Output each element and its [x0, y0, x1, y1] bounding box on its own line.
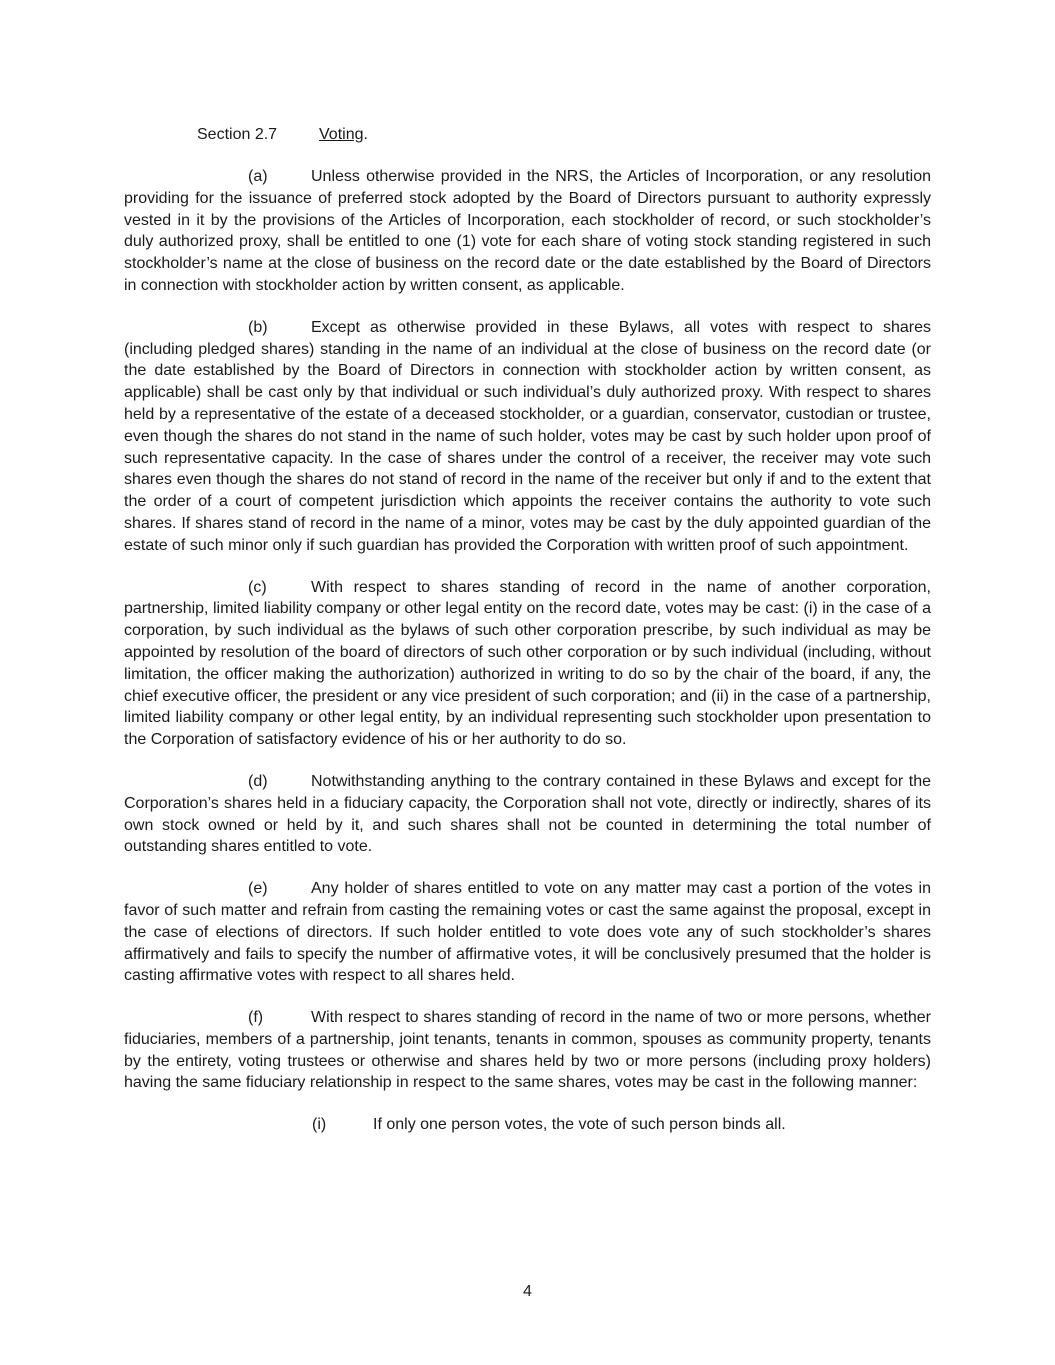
paragraph-text: Unless otherwise provided in the NRS, the Articles of Incorporation, or any resolution providing for the issuance of preferred stock adopted by the Board of Directors pursuant to authority expressly vested in it by the provisions of the Articles of Incorporation, each stockholder of record, or such stockholder’s duly authorized proxy, shall be entitled to one (1) vote for each share of voting stock standing registered in such stockholder’s name at the close of business on the record date or the date established by the Board of Directors in connection with stockholder action by written consent, as applicable. [124, 168, 931, 294]
paragraph-label: (c) [248, 578, 267, 596]
subparagraph-text: If only one person votes, the vote of such person binds all. [373, 1116, 786, 1134]
paragraph-text: Notwithstanding anything to the contrary contained in these Bylaws and except for the Corporation’s shares held in a fiduciary capacity, the Corporation shall not vote, directly or indirectly, shares of its own stock owned or held by it, and such shares shall not be counted in determining the total number of outstanding shares entitled to vote. [124, 772, 931, 856]
paragraph-b [124, 317, 931, 557]
paragraph-label: (d) [248, 772, 268, 790]
paragraph-c [124, 577, 931, 751]
paragraph-label: (b) [248, 318, 268, 336]
section-heading [197, 124, 931, 146]
paragraph-label: (f) [248, 1009, 264, 1027]
page-number: 4 [523, 1283, 532, 1300]
subparagraph-i [312, 1114, 931, 1136]
subparagraph-label: (i) [312, 1116, 327, 1134]
section-number: Section 2.7 [197, 126, 278, 143]
paragraph-text: Any holder of shares entitled to vote on any matter may cast a portion of the votes in favor of such matter and refrain from casting the remaining votes or cast the same against the proposal, except in the case of elections of directors. If such holder entitled to vote does vote any of such stockholder’s shares affirmatively and fails to specify the number of affirmative votes, it will be conclusively presumed that the holder is casting affirmative votes with respect to all shares held. [124, 880, 931, 985]
paragraph-text: Except as otherwise provided in these Bylaws, all votes with respect to shares (including pledged shares) standing in the name of an individual at the close of business on the record date (or the date established by the Board of Directors in connection with stockholder action by written consent, as applicable) shall be cast only by that individual or such individual’s duly authorized proxy. With respect to shares held by a representative of the estate of a deceased stockholder, or a guardian, conservator, custodian or trustee, even though the shares do not stand in the name of such holder, votes may be cast by such holder upon proof of such representative capacity. In the case of shares under the control of a receiver, the receiver may vote such shares even though the shares do not stand of record in the name of the receiver but only if and to the extent that the order of a court of competent jurisdiction which appoints the receiver contains the authority to vote such shares. If shares stand of record in the name of a minor, votes may be cast by the duly appointed guardian of the estate of such minor only if such guardian has provided the Corporation with written proof of such appointment. [124, 318, 931, 554]
paragraph-text: With respect to shares standing of record in the name of two or more persons, whether fiduciaries, members of a partnership, joint tenants, tenants in common, spouses as community property, tenants by the entirety, voting trustees or otherwise and shares held by two or more persons (including proxy holders) having the same fiduciary relationship in respect to the same shares, votes may be cast in the following manner: [124, 1009, 931, 1092]
document-page [124, 124, 931, 1136]
paragraph-e [124, 878, 931, 987]
paragraph-text: With respect to shares standing of record in the name of another corporation, partnership, limited liability company or other legal entity on the record date, votes may be cast: (i) in the case of a corporation, by such individual as the bylaws of such other corporation prescribe, by such individual as may be appointed by resolution of the board of directors of such other corporation or by such individual (including, without limitation, the officer making the authorization) authorized in writing to do so by the chair of the board, if any, the chief executive officer, the president or any vice president of such corporation; and (ii) in the case of a partnership, limited liability company or other legal entity, by an individual representing such stockholder upon presentation to the Corporation of satisfactory evidence of his or her authority to do so. [124, 578, 931, 749]
paragraph-a [124, 166, 931, 297]
paragraph-label: (a) [248, 168, 268, 185]
paragraph-d [124, 771, 931, 858]
section-title-suffix: . [363, 126, 368, 143]
section-title: Voting [319, 126, 364, 143]
paragraph-label: (e) [248, 880, 268, 898]
paragraph-f [124, 1007, 931, 1094]
